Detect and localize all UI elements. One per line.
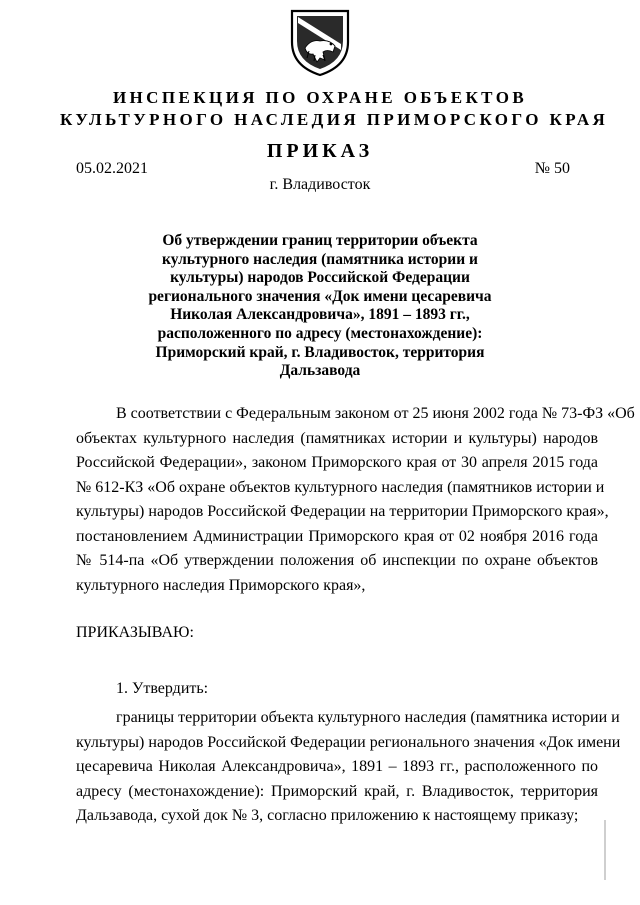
title-line: Приморский край, г. Владивосток, территория (155, 343, 485, 361)
title-line: культурного наследия (памятника истории и (162, 250, 478, 268)
item-1-heading: 1. Утвердить: (116, 680, 209, 697)
item-1-line: культуры) народов Российской Федерации регионального значения «Док имени (76, 733, 621, 751)
preamble-line: культурного наследия Приморского края», (76, 576, 366, 594)
title-line: расположенного по адресу (местонахождение): (157, 324, 483, 342)
preamble-line: № 514-па «Об утверждении положения об инспекции по охране объектов (76, 552, 598, 569)
title-line: культуры) народов Российской Федерации (170, 269, 470, 287)
preamble-line: № 612-КЗ «Об охране объектов культурного наследия (памятников истории и (76, 478, 605, 496)
organization-name-line-2: КУЛЬТУРНОГО НАСЛЕДИЯ ПРИМОРСКОГО КРАЯ (60, 110, 609, 129)
order-word: ПРИКАЗЫВАЮ: (76, 624, 194, 641)
organization-name-line-1: ИНСПЕКЦИЯ ПО ОХРАНЕ ОБЪЕКТОВ (112, 88, 528, 107)
document-city: г. Владивосток (269, 176, 371, 193)
title-line: регионального значения «Док имени цесаревича (148, 287, 492, 305)
preamble-line: объектах культурного наследия (памятниках истории и культуры) народов (76, 429, 598, 447)
title-line: Николая Александровича», 1891 – 1893 гг., (170, 306, 470, 324)
document-number: № 50 (534, 160, 570, 177)
item-1-line: цесаревича Николая Александровича», 1891 – 1893 гг., расположенного по (76, 758, 598, 775)
preamble-line: Российской Федерации», законом Приморского края от 30 апреля 2015 года (76, 454, 598, 471)
document-type: ПРИКАЗ (266, 140, 374, 162)
item-1-line: адресу (местонахождение): Приморский край, г. Владивосток, территория (76, 782, 598, 800)
document-title (130, 232, 510, 381)
scan-edge-mark (604, 820, 606, 880)
coat-of-arms-icon (289, 8, 351, 78)
document-date: 05.02.2021 (76, 160, 148, 177)
preamble-paragraph (76, 402, 635, 598)
item-1-line: границы территории объекта культурного наследия (памятника истории и (116, 709, 620, 726)
preamble-line: В соответствии с Федеральным законом от 25 июня 2002 года № 73-ФЗ «Об (116, 405, 635, 422)
title-line: Об утверждении границ территории объекта (162, 232, 478, 249)
preamble-line: постановлением Администрации Приморского края от 02 ноября 2016 года (76, 527, 598, 545)
item-1-line: Дальзавода, сухой док № 3, согласно приложению к настоящему приказу; (76, 807, 579, 824)
title-line: Дальзавода (279, 362, 361, 380)
item-1-paragraph (76, 706, 621, 829)
preamble-line: культуры) народов Российской Федерации на территории Приморского края», (76, 503, 609, 520)
